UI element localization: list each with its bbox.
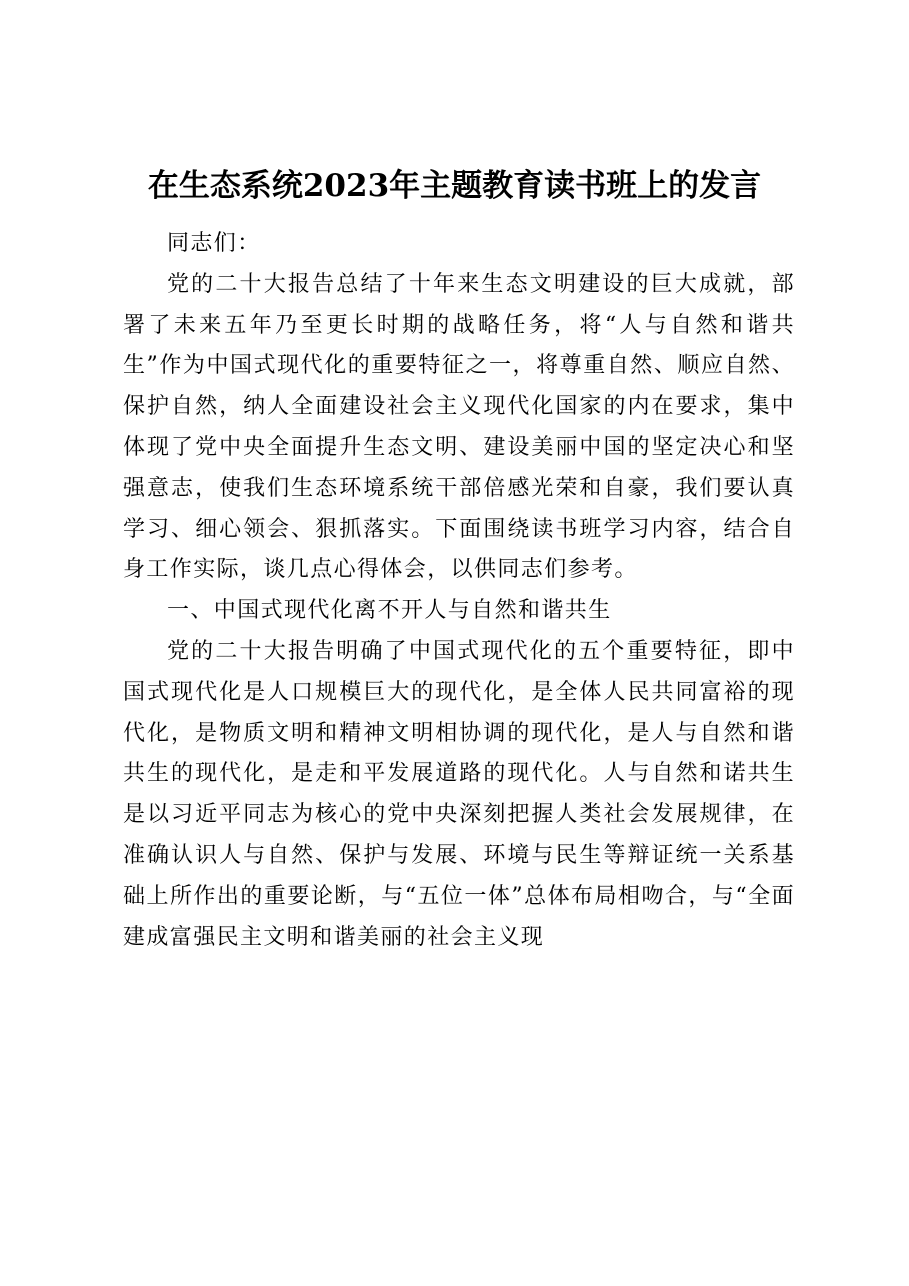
paragraph-intro: 党的二十大报告总结了十年来生态文明建设的巨大成就，部署了未来五年乃至更长时期的战略任务，将“人与自然和谐共生”作为中国式现代化的重要特征之一，将尊重自然、顺应自然、保护自然，纳人全面建设社会主义现代化国家的内在要求，集中体现了党中央全面提升生态文明、建设美丽中国的坚定决心和坚强意志，使我们生态环境系统干部倍感光荣和自豪，我们要认真学习、细心领会、狠抓落实。下面围绕读书班学习内容，结合自身工作实际，谈几点心得体会，以供同志们参考。 [123,271,795,583]
document-body [123,224,795,958]
salutation: 同志们： [167,231,261,256]
paragraph-section-one: 党的二十大报告明确了中国式现代化的五个重要特征，即中国式现代化是人口规模巨大的现代化，是全体人民共同富裕的现代化，是物质文明和精神文明相协调的现代化，是人与自然和谐共生的现代化，是走和平发展道路的现代化。人与自然和诺共生是以习近平同志为核心的党中央深刻把握人类社会发展规律，在准确认识人与自然、保护与发展、环境与民生等辩证统一关系基础上所作出的重要论断，与“五位一体”总体布局相吻合，与“全面建成富强民主文明和谐美丽的社会主义现 [123,638,795,950]
section-heading: 一、中国式现代化离不开人与自然和谐共生 [167,598,612,624]
document-title: 在生态系统2023年主题教育读书班上的发言 [147,168,762,204]
